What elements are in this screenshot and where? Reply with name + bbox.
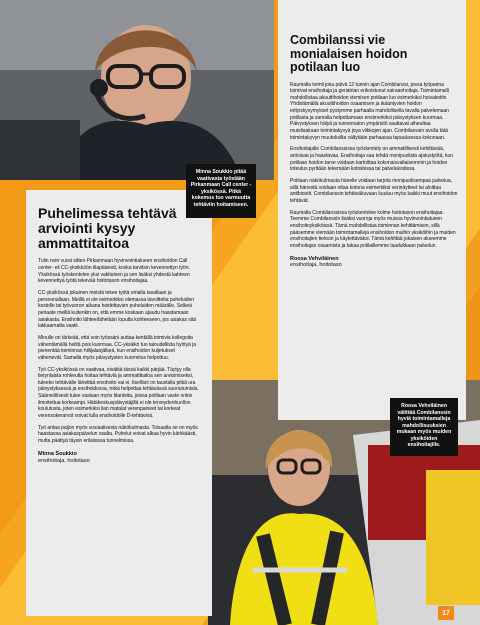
left-article-signature (38, 451, 200, 465)
right-author-title: ensihoitaja, hoitotaso (290, 262, 342, 269)
left-author-name: Minna Soukkio (38, 450, 77, 457)
left-article-panel (26, 190, 212, 616)
left-article-paragraph: CC-yksikössä jokainen meistä tekee työtä omalla tavallaan ja persoonallaan. Meillä ei ole esimerkiksi olemassa tavoitteita puheluiden kestolle tai työvuoron aikana hoidettavien puheluiden määrälle. Selkeä periaate meillä kuitenkin on, että emme koskaan ajaudu haastamaan asiakasta. Ensihoito lähtee/lähetään lopulta kohteeseen, jos asiakas sitä lakkaamatta vaatii. (38, 289, 196, 330)
right-article-panel (278, 0, 466, 420)
right-article-headline: Combilanssi vie monialaisen hoidon potilaan luo (290, 33, 408, 74)
left-author-title: ensihoitaja, hoitotaso (38, 457, 90, 464)
photo-caption-roosa: Roosa Vehviläinen välittää Combilanssin hyviä toimintamalleja mahdollisuuksien mukaan myös muiden yksiköiden ensihoitajille. (390, 398, 458, 456)
left-article-headline: Puhelimessa tehtävä arviointi kysyy ammattitaitoa (38, 205, 177, 252)
photo-caption-minna: Minna Soukkio pitää vaativasta työstään Pirkanmaan Call center -yksikössä. Pitkä kokemus tuo varmuutta tehtäviin hoitamiseen. (186, 164, 256, 218)
right-article-signature (290, 256, 458, 270)
right-article-paragraph: Raumalla toimii joka päivä 12 tunnin ajan Combilanssi, jossa työparina toimivat ensihoitaja ja geriatrian erikoistunut sairaanhoitaja. Toimintamalli mahdollistaa akuuttihoidon viemisen potilaan luo esimerkiksi hoivakotiin. Yhdistämällä akuuttihoidon osaamisen ja ikääntyvien hoidon erityiskysymykset pystymme parhaalla mahdollisella tavalla palvelemaan potilasta ja samalla helpottamaan ensimerkiksi päivystyksen kuormaa. Päivystyksen hälyä ja tunnematon ympäristö saattavat aiheuttaa muistisairaan toimintakyvyä joya viikkojen ajan. Combilanssin avulla tätä toimintakyvyn muutoksilta vältytään parhaassa tapauksessa kokonaan. (290, 81, 449, 141)
right-article-paragraph: Ensihoitajalle Combilanssissa työskentely on ammatillisesti kehittävää, antoisaa ja haastavaa. Ensihoitaja saa tehdä monipuolista ajatustyötä, kun potilaan hoidon tarve voidaan kartoittaa kokonaisvaltaisemmin ja hoidon toteutus pyritään tekemään kotioloissa tai palvelukodissa. (290, 146, 453, 173)
right-article-paragraph: Raumalla Combilanssissa työskentelee kolme hoitotason ensihoitajaa. Teemme Combilanssin lisäksi vuoroja myös muissa hyvinvointialueen ensihoitoyksiköissä. Tämä mahdollistaa toiminnan kehittämisen, sillä pääsemme viemään toimintamalleja ensihoidon muihin yksiköihin ja muiden ensihoitajien tietoon ja käytettäväksi. Tämä kehittää jokaisen alueemme ensihoitajan osaamista ja takaa potilaillemme laadukkaan palvelun. (290, 209, 456, 249)
minna-portrait-photo (0, 0, 274, 180)
left-article-paragraph: Työ CC-yksikössä on vaativaa, eivätkä tässä kaikki pärjää. Täytyy olla tietynlaista rohkeutta hoitaa tehtäviä ja ammattitaitoa sen arvioimiseksi, tuleeko tehtävälle lähettää ensihoito vai ei. Itselläni on taustalla pitkä ura päivystyksessä ja ensihoidossa, mikä helpottaa tehtävässä suoriutumista. Säännöllisesti tulee vastaan myös tilanteita, joissa potilaan vaste onkin ilmoitettua korkeampi. Hätäkeskuspäivystäjillä ei ole terveydenhuollon koulutusta, joten esimerkiksi lian matalat verenpaineet tai korkeat verensokerarvot voivat tulla ensihoidolle D-tehtävinä. (38, 366, 199, 420)
page-number-badge: 17 (438, 606, 454, 620)
right-author-name: Roosa Vehviläinen (290, 255, 339, 262)
left-article-paragraph: Minulle on tärkeää, että voin työssäni auttaa kentällä toimivia kollegoita vähentämällä heiltä pois kuormaa. CC-yksikkö tuo taloudellista hyötyä ja pienentää toiminnan hiilijalanjälkeä, kun ensihoidon kuljetukset vähenevät. Samalla myös päivystysten kuormitus helpottuu. (38, 334, 196, 361)
left-article-paragraph: Tulin noin vuosi sitten Pirkanmaan hyvinvointialueen ensihoidon Call center- eli CC-yksikköön tilapäisesti, koska tarvitsin kevennettyn työn. Yksikössä työskentelee yksi vakituinen ja sen lisäksi yhdestä kahteen kevennettyä työtä tekevää hoitotason ensihoitajaa. (38, 258, 190, 285)
right-article-paragraph: Potilaan näkökulmasta hänelle voidaan tarjota monipuolisempaa palvelua, sillä hänestä voidaan ottaa kotona esimerkiksi verinäytteet tai aloittaa antibiootit. Combilanssin tehtäväkuvaan kuuluu myös kaikki muut ensihoidon tehtävät. (290, 178, 458, 204)
left-article-paragraph: Työ antaa paljon myös sosiaalisesta näkökulmasta. Toisaalta se on myös haastavaa asiakaspalvelun osalta. Puhelut voivat alkaa hyvin kärkkäästi, mutta päättyä täysin erilaisissa tunnelmissa. (38, 424, 198, 445)
minna-photo-illustration (0, 0, 274, 180)
